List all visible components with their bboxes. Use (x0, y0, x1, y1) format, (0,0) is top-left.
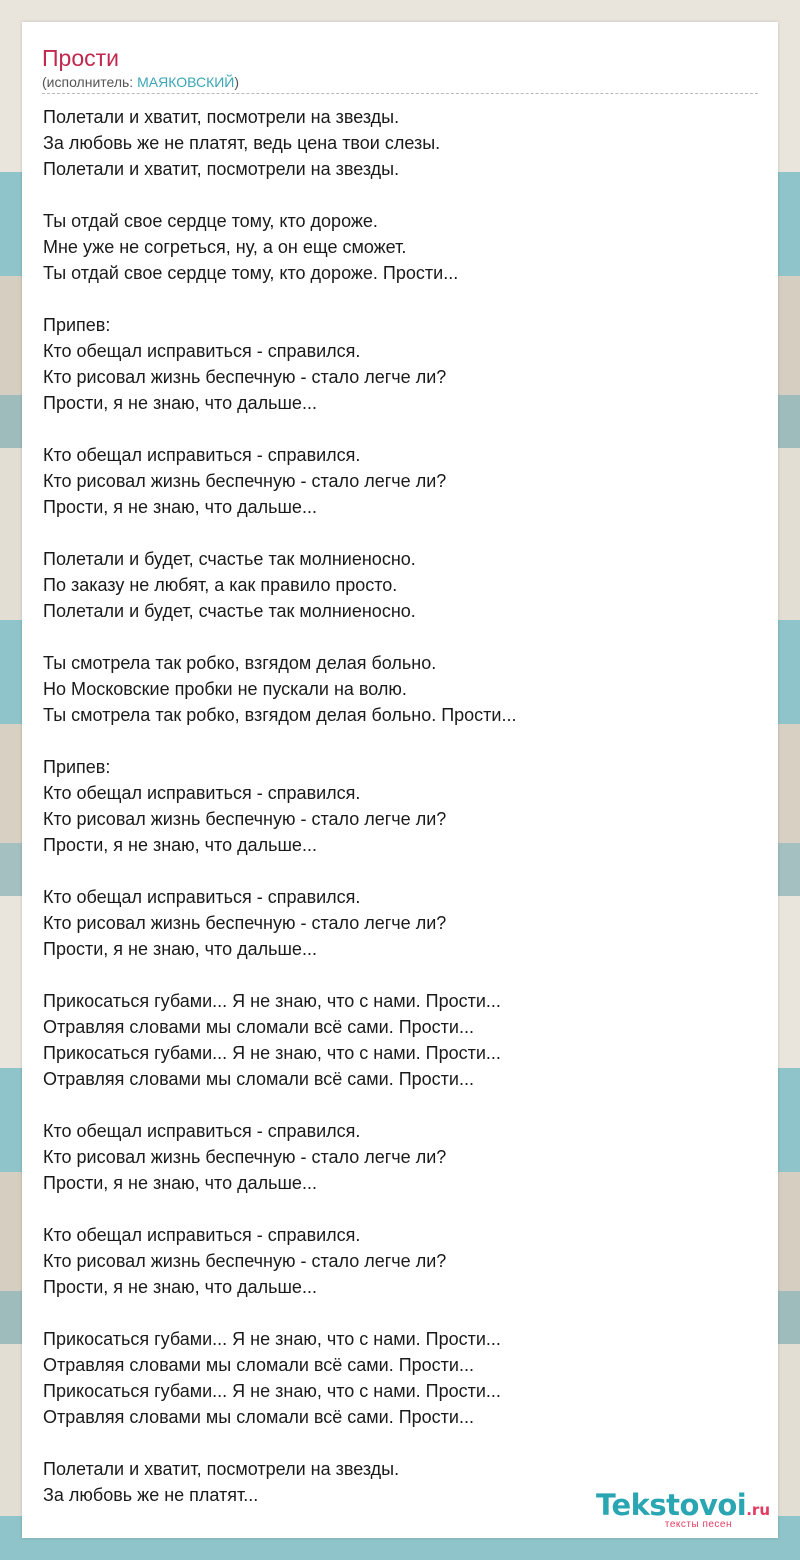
lyrics-line: Ты смотрела так робко, взгядом делая больно. Прости... (43, 705, 517, 725)
song-title: Прости (42, 45, 119, 71)
logo-tagline: тексты песен (664, 1519, 732, 1530)
lyrics-stanza (43, 104, 758, 182)
lyrics-line: Кто обещал исправиться - справился. (43, 1225, 361, 1245)
lyrics-line: Полетали и хватит, посмотрели на звезды. (43, 107, 400, 127)
lyrics-line: Прости, я не знаю, что дальше... (43, 1277, 317, 1297)
lyrics-stanza (43, 1222, 758, 1300)
lyrics-line: Ты смотрела так робко, взгядом делая больно. (43, 653, 437, 673)
lyrics-line: Кто обещал исправиться - справился. (43, 341, 361, 361)
site-logo[interactable] (564, 1488, 770, 1532)
lyrics-stanza (43, 988, 758, 1092)
lyrics-line: Кто обещал исправиться - справился. (43, 887, 361, 907)
lyrics-line: Отравляя словами мы сломали всё сами. Прости... (43, 1017, 474, 1037)
lyrics-stanza (43, 312, 758, 416)
lyrics-card (22, 22, 778, 1538)
lyrics-stanza (43, 884, 758, 962)
artist-suffix: ) (234, 74, 240, 90)
lyrics-stanza (43, 650, 758, 728)
artist-prefix: (исполнитель: (42, 74, 138, 90)
lyrics-line: Полетали и будет, счастье так молниеносно. (43, 549, 416, 569)
lyrics-stanza (43, 1326, 758, 1430)
lyrics-line: Мне уже не согреться, ну, а он еще сможет. (43, 237, 407, 257)
lyrics-line: Полетали и хватит, посмотрели на звезды. (43, 159, 400, 179)
artist-link[interactable]: МАЯКОВСКИЙ (137, 74, 235, 90)
artist-line (42, 73, 239, 91)
lyrics-line: Но Московские пробки не пускали на волю. (43, 679, 407, 699)
lyrics-line: Прости, я не знаю, что дальше... (43, 497, 317, 517)
lyrics-text (43, 104, 758, 1534)
lyrics-line: Кто рисовал жизнь беспечную - стало легче ли? (43, 471, 447, 491)
lyrics-line: Прикосаться губами... Я не знаю, что с нами. Прости... (43, 1329, 501, 1349)
lyrics-line: Полетали и хватит, посмотрели на звезды. (43, 1459, 400, 1479)
lyrics-stanza (43, 1118, 758, 1196)
lyrics-stanza (43, 442, 758, 520)
lyrics-line: По заказу не любят, а как правило просто. (43, 575, 398, 595)
lyrics-line: Прикосаться губами... Я не знаю, что с нами. Прости... (43, 1381, 501, 1401)
lyrics-line: Отравляя словами мы сломали всё сами. Прости... (43, 1069, 474, 1089)
lyrics-line: Полетали и будет, счастье так молниеносно. (43, 601, 416, 621)
logo-name: Tekstovoi (596, 1488, 747, 1522)
lyrics-line: Кто рисовал жизнь беспечную - стало легче ли? (43, 913, 447, 933)
lyrics-line: Кто обещал исправиться - справился. (43, 1121, 361, 1141)
lyrics-line: Отравляя словами мы сломали всё сами. Прости... (43, 1407, 474, 1427)
lyrics-stanza (43, 208, 758, 286)
lyrics-line: Припев: (43, 757, 111, 777)
lyrics-line: Прости, я не знаю, что дальше... (43, 1173, 317, 1193)
lyrics-line: Прости, я не знаю, что дальше... (43, 939, 317, 959)
lyrics-stanza (43, 546, 758, 624)
lyrics-line: Кто обещал исправиться - справился. (43, 783, 361, 803)
lyrics-line: Кто рисовал жизнь беспечную - стало легче ли? (43, 809, 447, 829)
lyrics-line: Прикосаться губами... Я не знаю, что с нами. Прости... (43, 991, 501, 1011)
lyrics-line: Отравляя словами мы сломали всё сами. Прости... (43, 1355, 474, 1375)
lyrics-line: Кто рисовал жизнь беспечную - стало легче ли? (43, 1147, 447, 1167)
lyrics-line: Прости, я не знаю, что дальше... (43, 835, 317, 855)
lyrics-line: Кто рисовал жизнь беспечную - стало легче ли? (43, 1251, 447, 1271)
lyrics-line: Ты отдай свое сердце тому, кто дороже. Прости... (43, 263, 459, 283)
logo-tld: .ru (746, 1501, 770, 1519)
lyrics-line: Кто рисовал жизнь беспечную - стало легче ли? (43, 367, 447, 387)
lyrics-stanza (43, 754, 758, 858)
lyrics-line: Прикосаться губами... Я не знаю, что с нами. Прости... (43, 1043, 501, 1063)
lyrics-line: Ты отдай свое сердце тому, кто дороже. (43, 211, 378, 231)
lyrics-line: За любовь же не платят... (43, 1485, 259, 1505)
lyrics-line: Припев: (43, 315, 111, 335)
lyrics-line: Прости, я не знаю, что дальше... (43, 393, 317, 413)
lyrics-line: Кто обещал исправиться - справился. (43, 445, 361, 465)
lyrics-line: За любовь же не платят, ведь цена твои слезы. (43, 133, 441, 153)
title-divider (42, 93, 758, 94)
